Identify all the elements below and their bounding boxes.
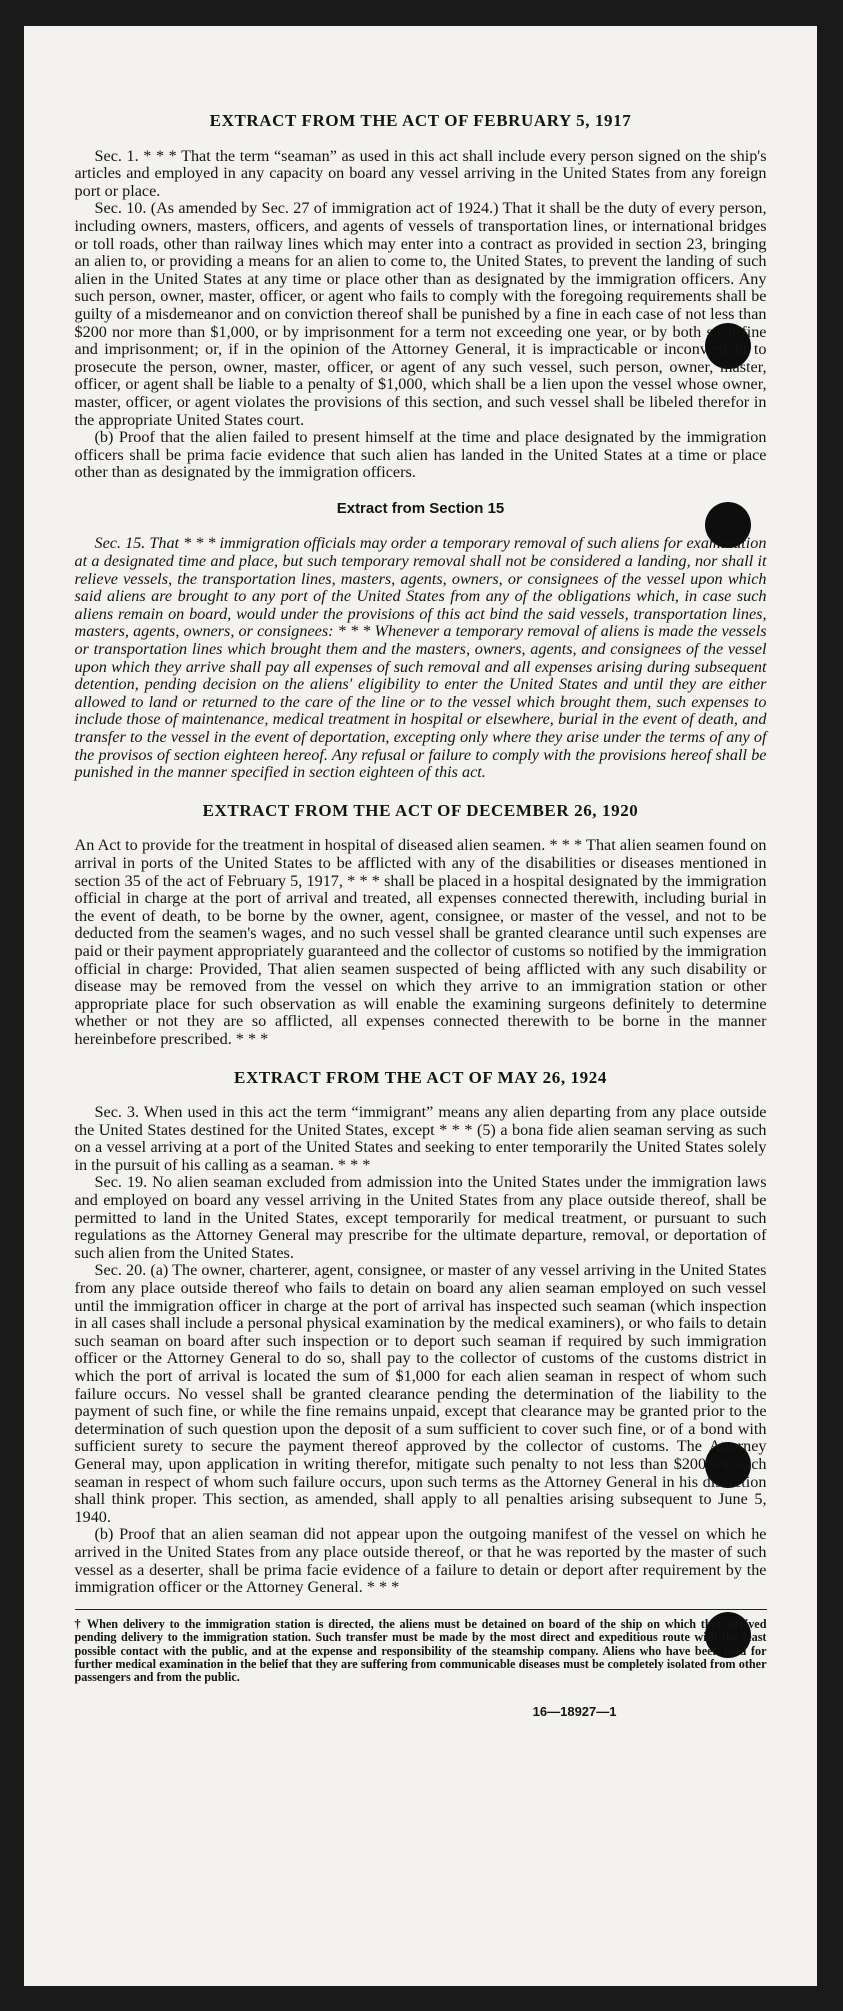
heading-act-1924: EXTRACT FROM THE ACT OF MAY 26, 1924 xyxy=(234,1067,607,1087)
document-body xyxy=(75,112,767,1720)
paragraph-sec-20-b: (b) Proof that an alien seaman did not appear upon the outgoing manifest of the vessel on which he arrived in the United States from any place outside thereof, or that he was reported by the master of such vessel as a deserter, shall be prima facie evidence of a failure to detain or deport after requirement by the immigration officer or the Attorney General. * * * xyxy=(74,1525,767,1597)
document-page xyxy=(24,26,817,1986)
paragraph-sec-3: Sec. 3. When used in this act the term “immigrant” means any alien departing from any place outside the United States destined for the United States, except * * * (5) a bona fide alien seaman serving as such on a vessel arriving at a port of the United States and seeking to enter temporarily the United States solely in the pursuit of his calling as a seaman. * * * xyxy=(74,1103,767,1174)
heading-section-15: Extract from Section 15 xyxy=(336,499,505,517)
paragraph-sec-1: Sec. 1. * * * That the term “seaman” as used in this act shall include every person signed on the ship's articles and employed in any capacity on board any vessel arriving in the United States from any foreign port or place. xyxy=(74,146,767,200)
paragraph-sec-19: Sec. 19. No alien seaman excluded from admission into the United States under the immigration laws and employed on board any vessel arriving in the United States from any place outside thereof, shall be permitted to land in the United States, except temporarily for medical treatment, or pursuant to such regulations as the Attorney General may prescribe for the ultimate departure, removal, or deportation of such alien from the United States. xyxy=(74,1173,767,1262)
paragraph-act-1920: An Act to provide for the treatment in hospital of diseased alien seamen. * * * That alien seamen found on arrival in ports of the United States to be afflicted with any of the disabilities or diseases mentioned in section 35 of the act of February 5, 1917, * * * shall be placed in a hospital designated by the immigration official in charge at the port of arrival and treated, all expenses connected therewith, including burial in the event of death, to be borne by the owner, agent, consignee, or master of the vessel, and not to be deducted from the seamen's wages, and no such vessel shall be granted clearance until such expenses are paid or their payment appropriately guaranteed and the collector of customs so notified by the immigration official in charge: Provided, That alien seamen suspected of being afflicted with any such disability or disease may be removed from the vessel on which they arrive to an immigration station or other appropriate place for such observation as will enable the examining surgeons definitely to determine whether or not they are so afflicted, all expenses connected therewith to be borne in the manner hereinbefore prescribed. * * * xyxy=(74,836,767,1048)
paragraph-sec-10: Sec. 10. (As amended by Sec. 27 of immigration act of 1924.) That it shall be the duty of every person, including owners, masters, officers, and agents of vessels of transportation lines, or international bridges or toll roads, other than railway lines which may enter into a contract as provided in section 23, bringing an alien to, or providing a means for an alien to come to, the United States, to prevent the landing of such alien in the United States at any time or place other than as designated by the immigration officers. Any such person, owner, master, officer, or agent who fails to comply with the foregoing requirements shall be guilty of a misdemeanor and on conviction thereof shall be punished by a fine in each case of not less than $200 nor more than $1,000, or by imprisonment for a term not exceeding one year, or by both such fine and imprisonment; or, if in the opinion of the Attorney General, it is impracticable or inconvenient to prosecute the person, owner, master, officer, or agent of any such vessel, such person, owner, master, officer, or agent shall be liable to a penalty of $1,000, which shall be a lien upon the vessel whose owner, master, officer, or agent violates the provisions of this section, and such vessel shall be libeled therefor in the appropriate United States court. xyxy=(74,199,767,429)
paragraph-sec-20-a: Sec. 20. (a) The owner, charterer, agent, consignee, or master of any vessel arriving in the United States from any place outside thereof who fails to detain on board any alien seaman employed on such vessel until the immigration officer in charge at the port of arrival has inspected such seaman (which inspection in all cases shall include a personal physical examination by the medical examiners), or who fails to detain such seaman on board after such inspection or to deport such seaman if required by such immigration officer or the Attorney General to do so, shall pay to the collector of customs of the customs district in which the port of arrival is located the sum of $1,000 for each alien seaman in respect of whom such failure occurs. No vessel shall be granted clearance pending the determination of the liability to the payment of such fine, or while the fine remains unpaid, except that clearance may be granted prior to the determination of such question upon the deposit of a sum sufficient to cover such fine, or of a bond with sufficient surety to secure the payment thereof approved by the collector of customs. The Attorney General may, upon application in writing therefor, mitigate such penalty to not less than $200 for each seaman in respect of whom such failure occurs, upon such terms as the Attorney General in his discretion shall think proper. This section, as amended, shall apply to all penalties arising subsequent to June 5, 1940. xyxy=(74,1261,767,1526)
form-number: 16—18927—1 xyxy=(532,1703,617,1719)
heading-act-1917: EXTRACT FROM THE ACT OF FEBRUARY 5, 1917 xyxy=(209,111,632,130)
paragraph-sec-10-b: (b) Proof that the alien failed to present himself at the time and place designated by the immigration officers shall be prima facie evidence that such alien has landed in the United States at a time or place other than as designated by the immigration officers. xyxy=(74,428,767,482)
footnote: † When delivery to the immigration station is directed, the aliens must be detained on board of the ship on which they arrived pending delivery to the immigration station. Such transfer must be made by the most direct and expeditious route with the least possible contact with the public, and at the expense and responsibility of the steamship company. Aliens who have been held for further medical examination in the belief that they are suffering from communicable diseases must be completely isolated from other passengers and from the public. xyxy=(75,1609,767,1685)
paragraph-sec-15: Sec. 15. That * * * immigration officials may order a temporary removal of such aliens for examination at a designated time and place, but such temporary removal shall not be considered a landing, nor shall it relieve vessels, the transportation lines, masters, agents, owners, or consignees of the vessel upon which said aliens are brought to any port of the United States from any of the obligations which, in case such aliens remain on board, would under the provisions of this act bind the said vessels, transportation lines, masters, agents, owners, or consignees: * * * Whenever a temporary removal of aliens is made the vessels or transportation lines which brought them and the masters, owners, agents, and consignees of the vessel upon which they arrive shall pay all expenses of such removal and all expenses arising during subsequent detention, pending decision on the aliens' eligibility to enter the United States and until they are either allowed to land or returned to the care of the line or to the vessel which brought them, such expenses to include those of maintenance, medical treatment in hospital or elsewhere, burial in the event of death, and transfer to the vessel in the event of deportation, excepting only where they arise under the terms of any of the provisos of section eighteen hereof. Any refusal or failure to comply with the provisions hereof shall be punished in the manner specified in section eighteen of this act. xyxy=(74,534,767,782)
heading-act-1920: EXTRACT FROM THE ACT OF DECEMBER 26, 1920 xyxy=(202,800,639,820)
